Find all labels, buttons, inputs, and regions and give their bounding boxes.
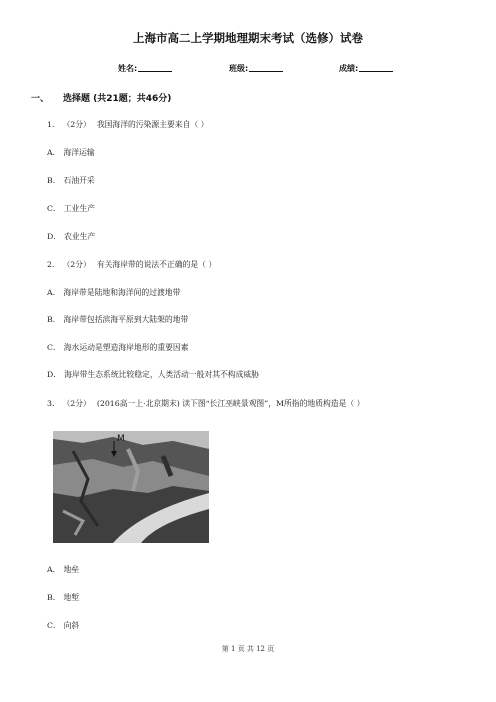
score-blank — [359, 62, 393, 72]
question-1-option-b — [47, 175, 95, 186]
class-label: 班级: — [229, 64, 249, 73]
question-1-option-d — [47, 231, 95, 242]
class-field — [229, 62, 283, 74]
question-text: (2016高一上·北京期末) 读下图“长江巫峡景观图”，M所指的地质构造是（ ） — [96, 399, 365, 408]
section-number: 一、 — [31, 94, 50, 104]
question-text: 我国海洋的污染源主要来自（ ） — [96, 120, 209, 129]
option-letter: C． — [47, 343, 61, 352]
option-letter: A． — [47, 565, 61, 574]
question-1-option-c — [47, 203, 95, 214]
question-score: （2分） — [62, 260, 91, 269]
question-2 — [47, 259, 216, 270]
question-1-option-a — [47, 147, 95, 158]
option-letter: C． — [47, 204, 61, 213]
option-text: 农业生产 — [64, 232, 96, 241]
question-text: 有关海岸带的说法不正确的是（ ） — [96, 260, 217, 269]
page-title: 上海市高二上学期地理期末考试（选修）试卷 — [133, 31, 363, 45]
option-text: 海水运动是塑造海岸地形的重要因素 — [63, 343, 189, 352]
question-number: 2. — [47, 260, 55, 269]
section-heading — [31, 91, 171, 104]
score-label: 成绩: — [339, 64, 359, 73]
figure-label-m: M — [117, 434, 125, 444]
option-text: 地堑 — [63, 593, 80, 602]
option-letter: D． — [47, 370, 62, 379]
option-text: 海岸带是陆地和海洋间的过渡地带 — [63, 288, 181, 297]
option-text: 石油开采 — [63, 176, 95, 185]
option-text: 地垒 — [63, 565, 80, 574]
name-label: 姓名: — [118, 64, 138, 73]
question-1 — [47, 119, 208, 130]
option-letter: A． — [47, 148, 61, 157]
question-2-option-b — [47, 314, 188, 325]
page-footer: 第 1 页 共 12 页 — [221, 645, 275, 653]
option-text: 海洋运输 — [63, 148, 95, 157]
score-field — [339, 62, 393, 74]
wuxia-gorge-photo — [53, 431, 209, 543]
option-letter: C． — [47, 621, 61, 630]
option-text: 工业生产 — [63, 204, 95, 213]
option-letter: D． — [47, 232, 62, 241]
question-score: （2分） — [62, 399, 91, 408]
option-letter: B． — [47, 176, 61, 185]
option-letter: A． — [47, 288, 61, 297]
gorge-landscape-drawing — [53, 431, 209, 543]
option-text: 向斜 — [63, 621, 80, 630]
name-blank — [138, 62, 172, 72]
question-3-option-c — [47, 620, 79, 631]
question-2-option-a — [47, 287, 180, 298]
question-score: （2分） — [62, 120, 91, 129]
option-text: 海岸带生态系统比较稳定，人类活动一般对其不构成威胁 — [64, 370, 259, 379]
class-blank — [249, 62, 283, 72]
question-2-option-d — [47, 369, 259, 380]
question-number: 3. — [47, 399, 55, 408]
question-3-option-b — [47, 592, 79, 603]
section-text: 选择题 (共21题；共46分) — [63, 94, 172, 104]
question-number: 1. — [47, 120, 55, 129]
question-3-option-a — [47, 564, 79, 575]
option-letter: B． — [47, 315, 61, 324]
option-letter: B． — [47, 593, 61, 602]
name-field — [118, 62, 172, 74]
question-3 — [47, 398, 364, 409]
question-2-option-c — [47, 342, 189, 353]
student-info-line — [0, 62, 496, 76]
option-text: 海岸带包括滨海平原到大陆架的地带 — [63, 315, 189, 324]
